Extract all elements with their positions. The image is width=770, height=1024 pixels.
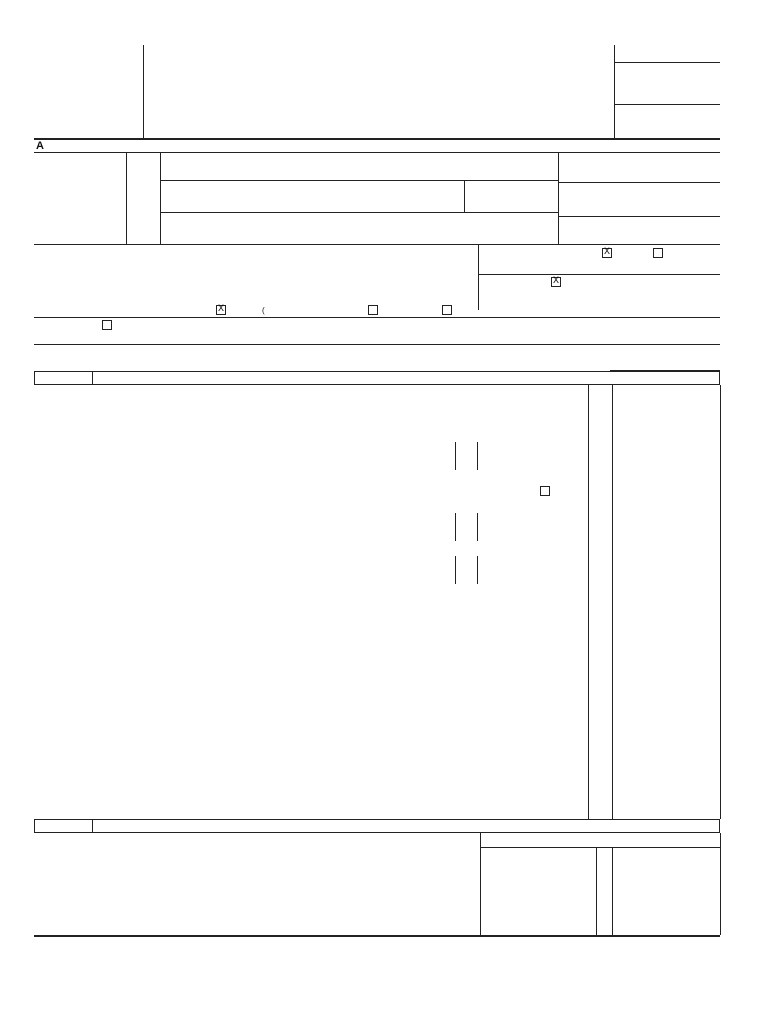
gaming-checkbox[interactable]	[540, 486, 550, 496]
part1-bar	[34, 371, 720, 385]
part2-label	[35, 820, 93, 832]
part1-label	[35, 372, 93, 384]
4947-checkbox[interactable]	[368, 305, 378, 315]
part2-bar	[34, 819, 720, 833]
501c-checkbox[interactable]	[216, 305, 226, 315]
accrual-checkbox[interactable]	[653, 248, 663, 258]
cash-checkbox[interactable]	[602, 248, 612, 258]
schedule-b-checkbox[interactable]	[551, 277, 561, 287]
527-checkbox[interactable]	[442, 305, 452, 315]
form-page: A X X X (	[0, 0, 770, 1024]
k-checkbox[interactable]	[102, 320, 112, 330]
